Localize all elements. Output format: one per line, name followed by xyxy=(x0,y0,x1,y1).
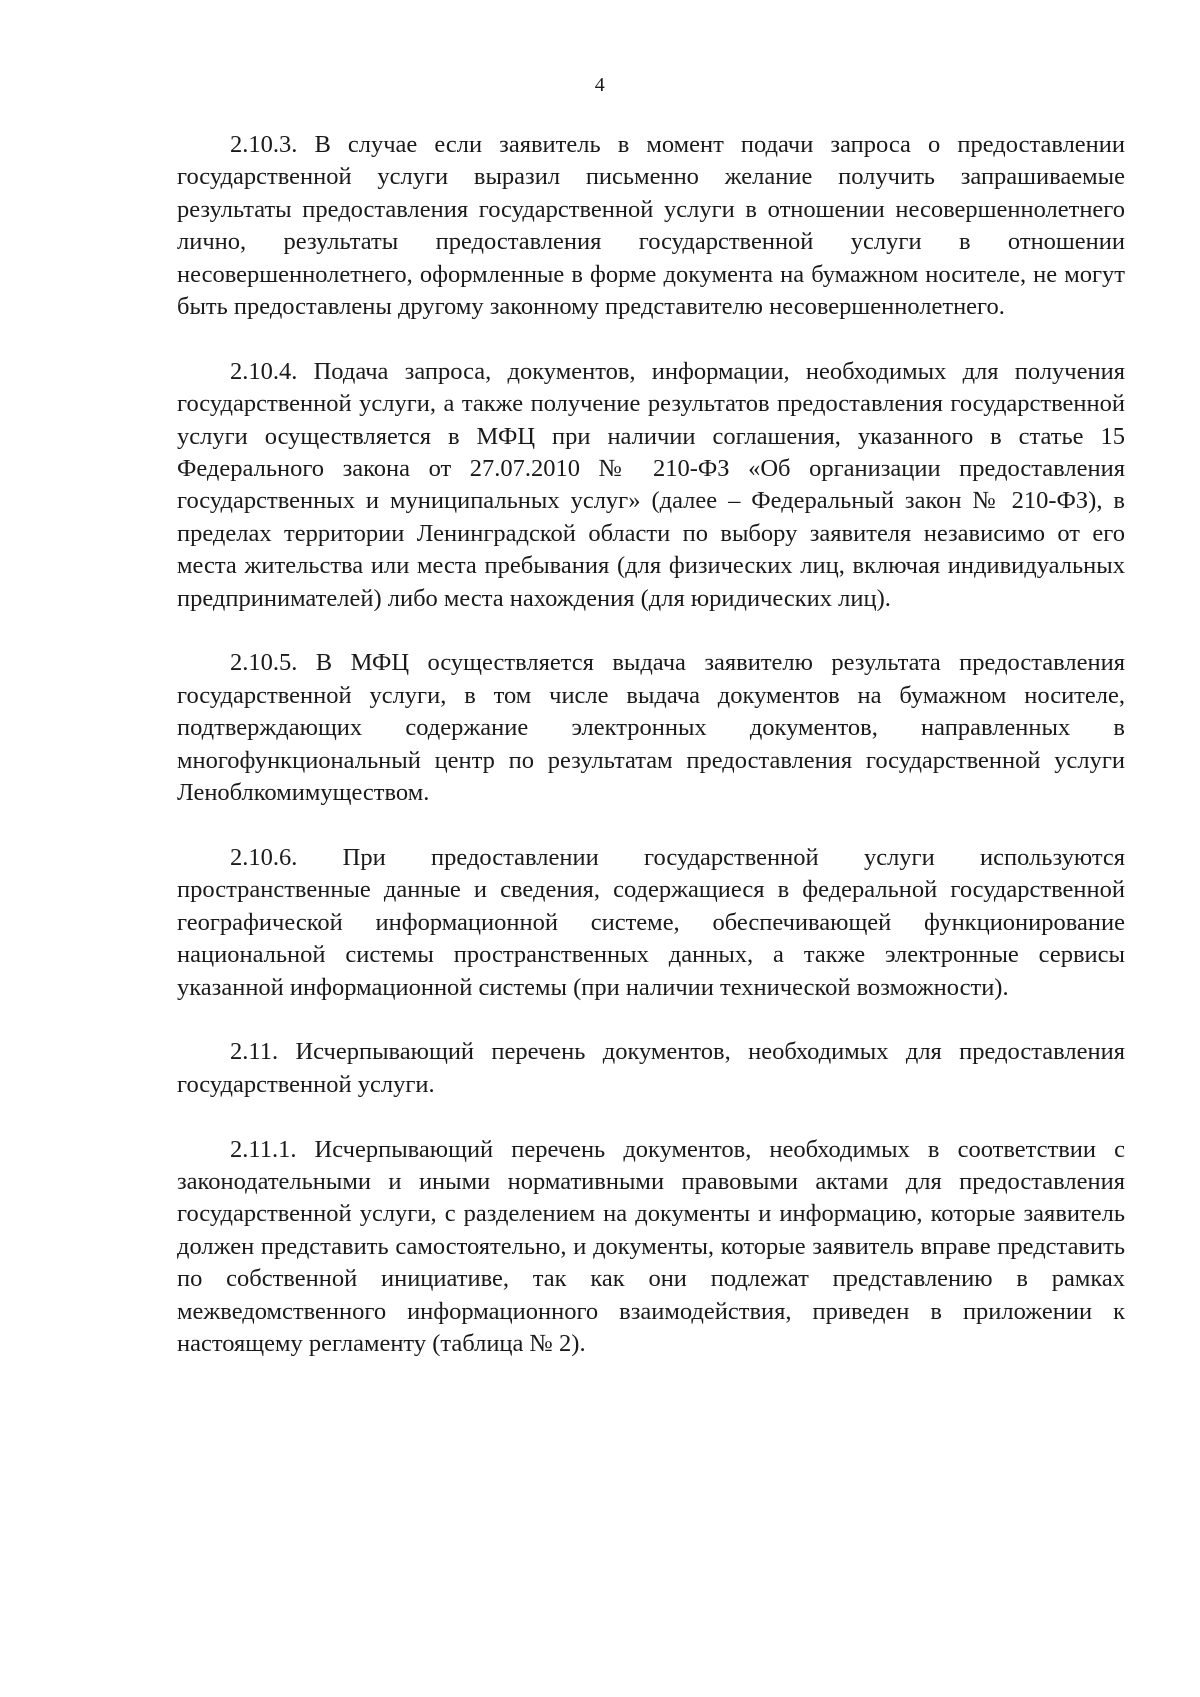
paragraph-2-10-4: 2.10.4. Подача запроса, документов, информации, необходимых для получения государственной услуги, а также получение результатов предоставления государственной услуги осуществляется в МФЦ при наличии соглашения, указанного в статье 15 Федерального закона от 27.07.2010 № 210-ФЗ «Об организации предоставления государственных и муниципальных услуг» (далее – Федеральный закон № 210-ФЗ), в пределах территории Ленинградской области по выбору заявителя независимо от его места жительства или места пребывания (для физических лиц, включая индивидуальных предпринимателей) либо места нахождения (для юридических лиц). xyxy=(177,357,1125,612)
paragraph-2-10-5: 2.10.5. В МФЦ осуществляется выдача заявителю результата предоставления государственной услуги, в том числе выдача документов на бумажном носителе, подтверждающих содержание электронных документов, направленных в многофункциональный центр по результатам предоставления государственной услуги Леноблкомимуществом. xyxy=(177,649,1125,807)
paragraph-2-10-6: 2.10.6. При предоставлении государственной услуги используются пространственные данные и сведения, содержащиеся в федеральной государственной географической информационной системе, обеспечивающей функционирование национальной системы пространственных данных, а также электронные сервисы указанной информационной системы (при наличии технической возможности). xyxy=(177,843,1125,1001)
paragraph-2-11: 2.11. Исчерпывающий перечень документов, необходимых для предоставления государственной услуги. xyxy=(177,1038,1125,1098)
paragraph-2-11-1: 2.11.1. Исчерпывающий перечень документов, необходимых в соответствии с законодательными и иными нормативными правовыми актами для предоставления государственной услуги, с разделением на документы и информацию, которые заявитель должен представить самостоятельно, и документы, которые заявитель вправе представить по собственной инициативе, так как они подлежат представлению в рамках межведомственного информационного взаимодействия, приведен в приложении к настоящему регламенту (таблица № 2). xyxy=(177,1135,1125,1357)
paragraph-2-10-3: 2.10.3. В случае если заявитель в момент подачи запроса о предоставлении государственной услуги выразил письменно желание получить запрашиваемые результаты предоставления государственной услуги в отношении несовершеннолетнего лично, результаты предоставления государственной услуги в отношении несовершеннолетнего, оформленные в форме документа на бумажном носителе, не могут быть предоставлены другому законному представителю несовершеннолетнего. xyxy=(177,131,1125,321)
page-number: 4 xyxy=(594,74,606,96)
document-body xyxy=(177,129,1125,1393)
